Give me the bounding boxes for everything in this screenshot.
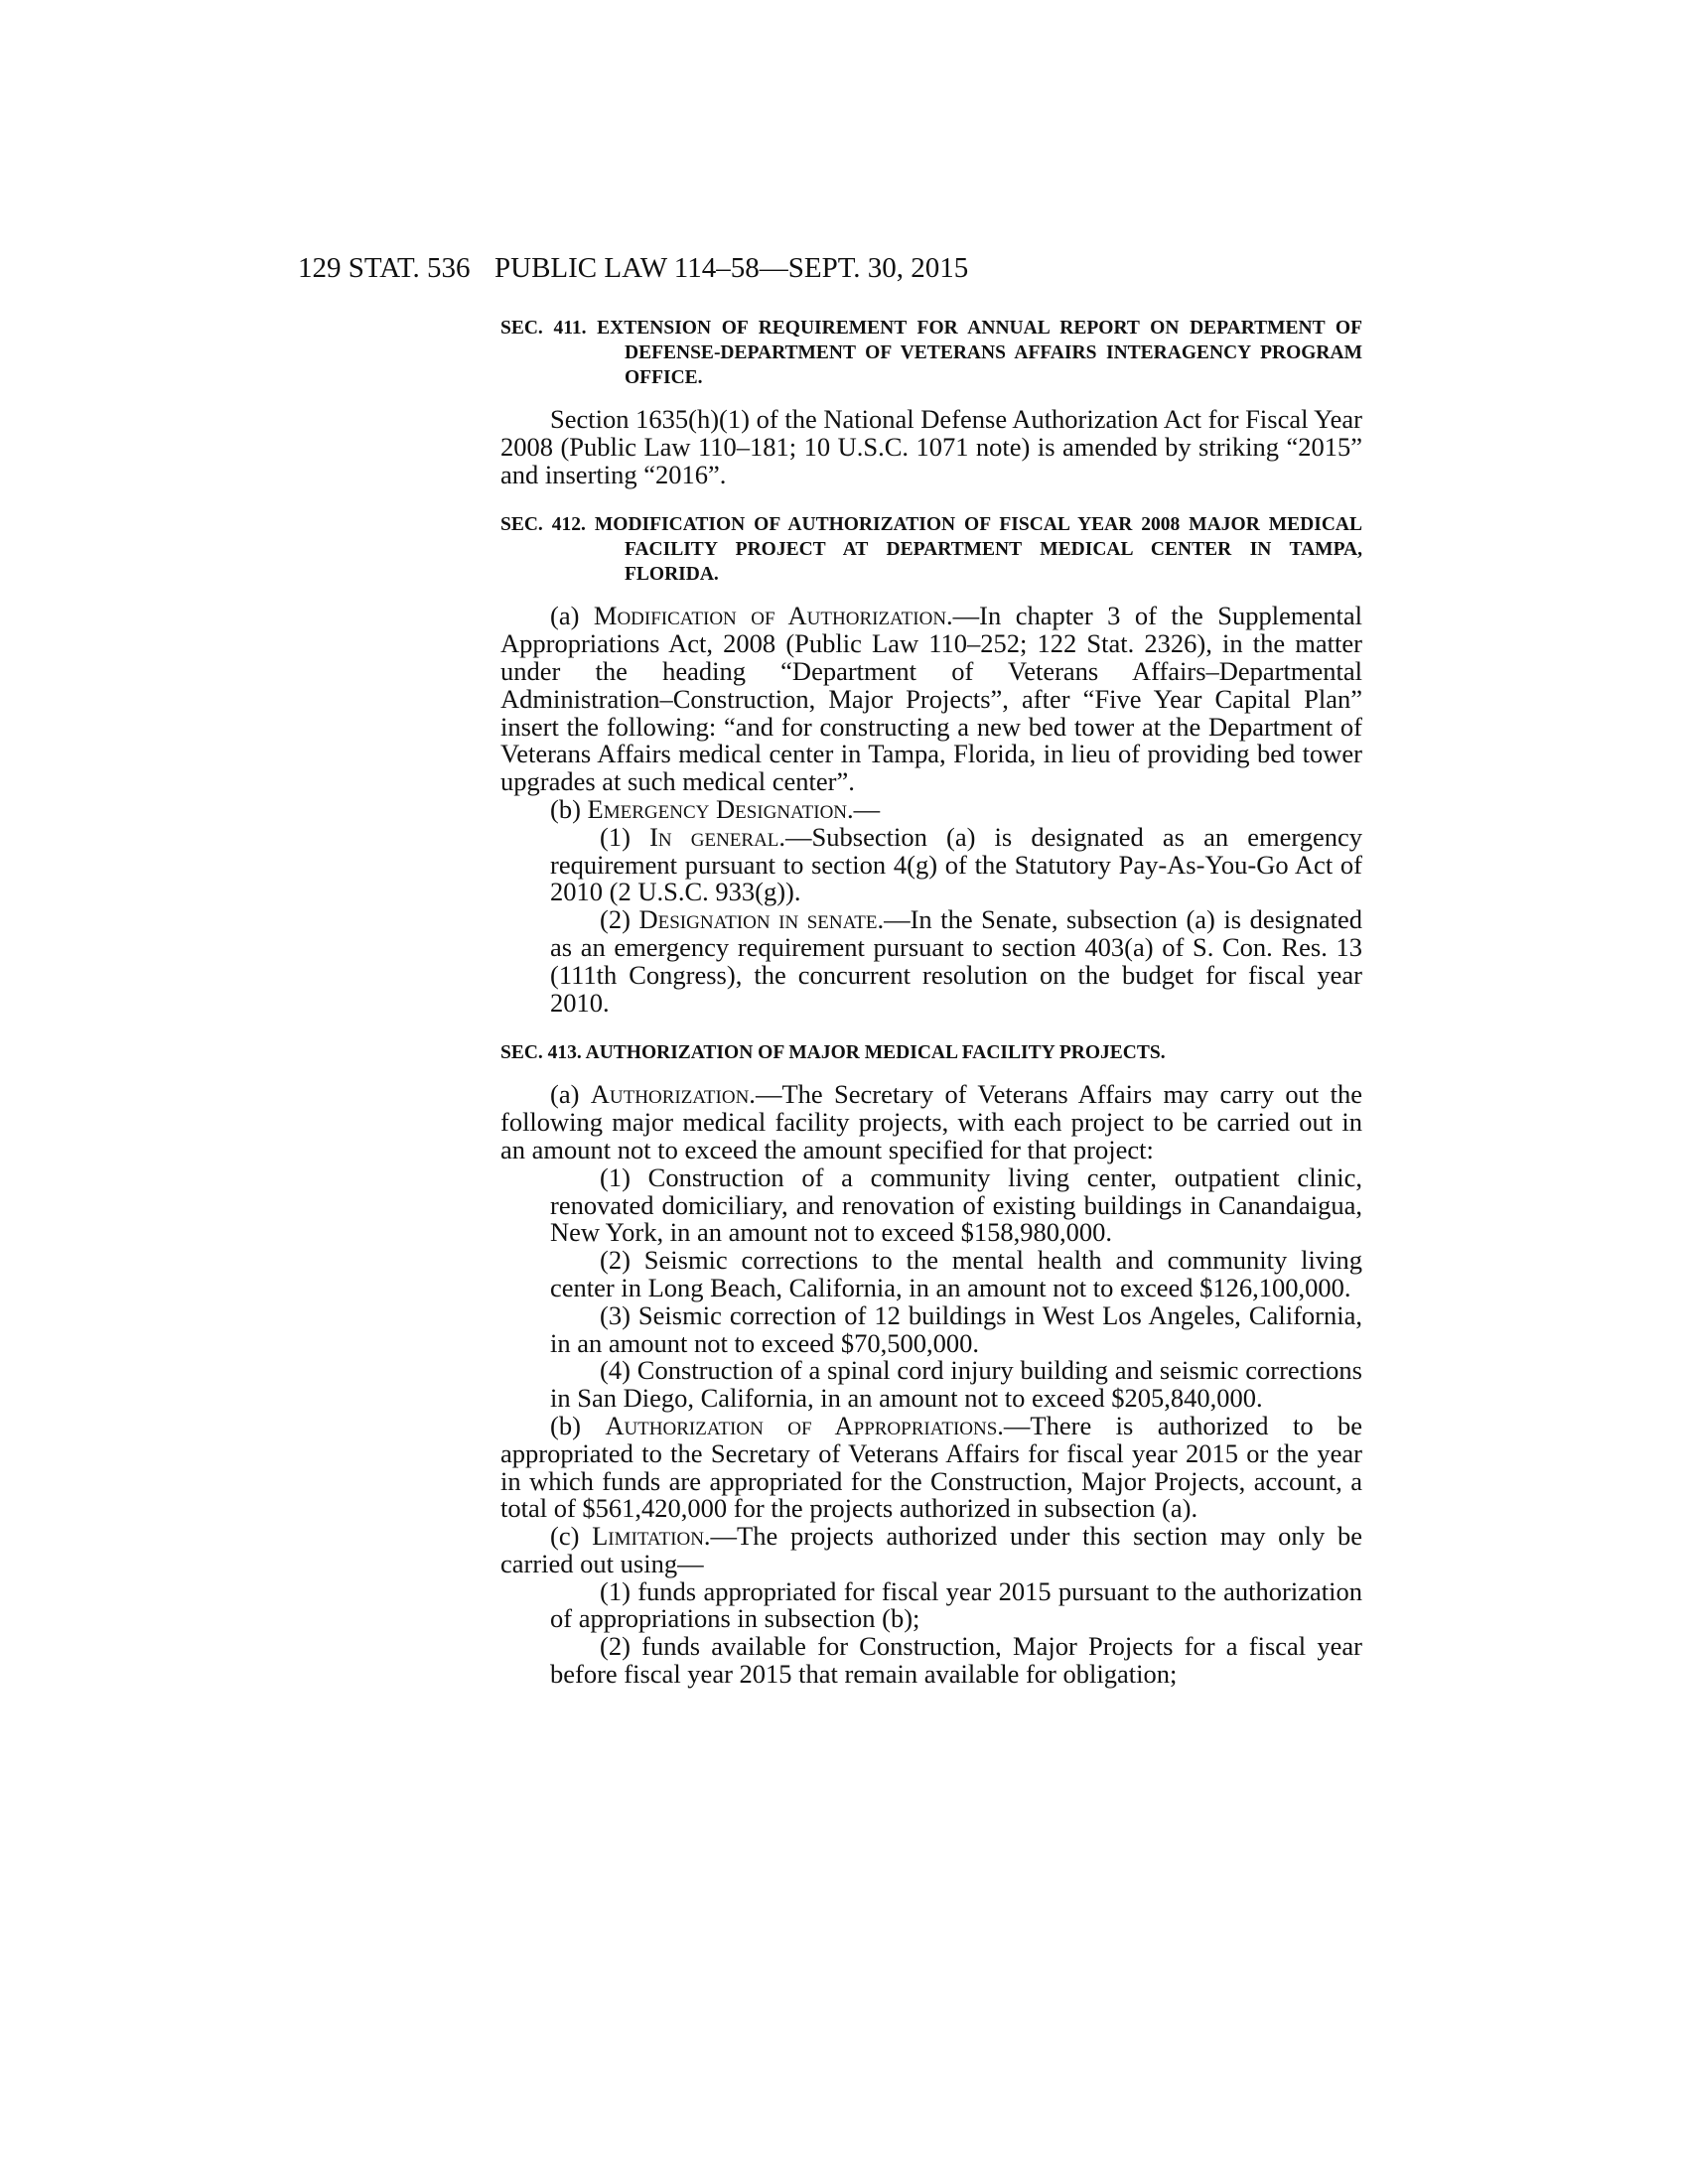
project-item-3: (3) Seismic correction of 12 buildings in West Los Angeles, California, in an amount not to exceed $70,500,000. <box>550 1299 1362 1358</box>
paragraph-label: (1) <box>600 821 650 852</box>
section-412-subsection-a <box>500 603 1362 796</box>
subsection-label: (b) <box>550 1410 606 1440</box>
subsection-label: (a) <box>550 1079 591 1110</box>
section-413-subsection-b <box>500 1410 1363 1524</box>
subsection-caption: Modification of Authorization. <box>593 601 953 631</box>
project-item-1: (1) Construction of a community living center, outpatient clinic, renovated domiciliary, and renovation of existing buildings in Canandaigua, New York, in an amount not to exceed $158,980,000. <box>550 1161 1362 1248</box>
subsection-text: — <box>853 793 881 824</box>
project-item-4: (4) Construction of a spinal cord injury building and seismic corrections in San Diego, California, in an amount not to exceed $205,840,000. <box>550 1355 1362 1414</box>
subsection-caption: Limitation. <box>592 1521 711 1552</box>
section-411-heading: SEC. 411. EXTENSION OF REQUIREMENT FOR ANNUAL REPORT ON DEPARTMENT OF DEFENSE-DEPARTMENT OF VETERANS AFFAIRS INTERAGENCY PROGRAM OFFICE. <box>500 318 1362 388</box>
running-head: PUBLIC LAW 114–58—SEPT. 30, 2015 <box>494 252 969 284</box>
subsection-label: (a) <box>550 601 594 631</box>
section-413-heading: SEC. 413. AUTHORIZATION OF MAJOR MEDICAL FACILITY PROJECTS. <box>500 1042 1166 1064</box>
section-412-paragraph-b2 <box>500 906 1362 1017</box>
project-item-2: (2) Seismic corrections to the mental health and community living center in Long Beach, California, in an amount not to exceed $126,100,000. <box>550 1245 1362 1302</box>
page-header <box>298 248 1370 288</box>
section-412-paragraph-b1 <box>500 821 1363 907</box>
subsection-text: —The Secretary of Veterans Affairs may carry out the following major medical facility projects, with each project to be carried out in an amount not to exceed the amount specified for that project: <box>500 1079 1362 1164</box>
section-411-text: Section 1635(h)(1) of the National Defense Authorization Act for Fiscal Year 2008 (Public Law 110–181; 10 U.S.C. 1071 note) is amended by striking “2015” and inserting “2016”. <box>500 404 1362 489</box>
paragraph-caption: In general. <box>649 821 786 852</box>
subsection-text: —The projects authorized under this section may only be carried out using— <box>500 1521 1362 1578</box>
subsection-text: —There is authorized to be appropriated to the Secretary of Veterans Affairs for fiscal year 2015 or the year in which funds are appropriated for the Construction, Major Projects, account, a total of $561,420,000 for the projects authorized in subsection (a). <box>500 1410 1363 1524</box>
subsection-text: —In chapter 3 of the Supplemental Appropriations Act, 2008 (Public Law 110–252; 122 Stat. 2326), in the matter under the heading “Department of Veterans Affairs–Departmental Administration–Construction, Major Projects”, after “Five Year Capital Plan” insert the following: “and for constructing a new bed tower at the Department of Veterans Affairs medical center in Tampa, Florida, in lieu of providing bed tower upgrades at such medical center”. <box>500 601 1362 797</box>
subsection-label: (b) <box>550 793 588 824</box>
statute-page-number: 129 STAT. 536 <box>298 252 471 284</box>
subsection-caption: Emergency Designation. <box>587 793 854 824</box>
section-412-subsection-b <box>500 793 1362 824</box>
paragraph-text: —In the Senate, subsection (a) is designated as an emergency requirement pursuant to section 403(a) of S. Con. Res. 13 (111th Congress), the concurrent resolution on the budget for fiscal year 2010. <box>550 904 1363 1018</box>
subsection-caption: Authorization. <box>590 1079 756 1110</box>
section-413-subsection-c <box>500 1523 1362 1578</box>
document-body <box>500 316 1362 1689</box>
paragraph-text: —Subsection (a) is designated as an emergency requirement pursuant to section 4(g) of the Statutory Pay-As-You-Go Act of 2010 (2 U.S.C. 933(g)). <box>550 821 1363 907</box>
limitation-item-2: (2) funds available for Construction, Major Projects for a fiscal year before fiscal year 2015 that remain available for obligation; <box>550 1631 1362 1690</box>
subsection-label: (c) <box>550 1521 593 1552</box>
section-412-heading: SEC. 412. MODIFICATION OF AUTHORIZATION OF FISCAL YEAR 2008 MAJOR MEDICAL FACILITY PROJECT AT DEPARTMENT MEDICAL CENTER IN TAMPA, FLORIDA. <box>500 514 1362 586</box>
section-413-subsection-a <box>500 1081 1362 1163</box>
subsection-caption: Authorization of Appropriations. <box>605 1410 1004 1440</box>
limitation-item-1: (1) funds appropriated for fiscal year 2015 pursuant to the authorization of appropriations in subsection (b); <box>550 1575 1362 1634</box>
paragraph-label: (2) <box>600 904 639 935</box>
paragraph-caption: Designation in senate. <box>638 904 885 935</box>
